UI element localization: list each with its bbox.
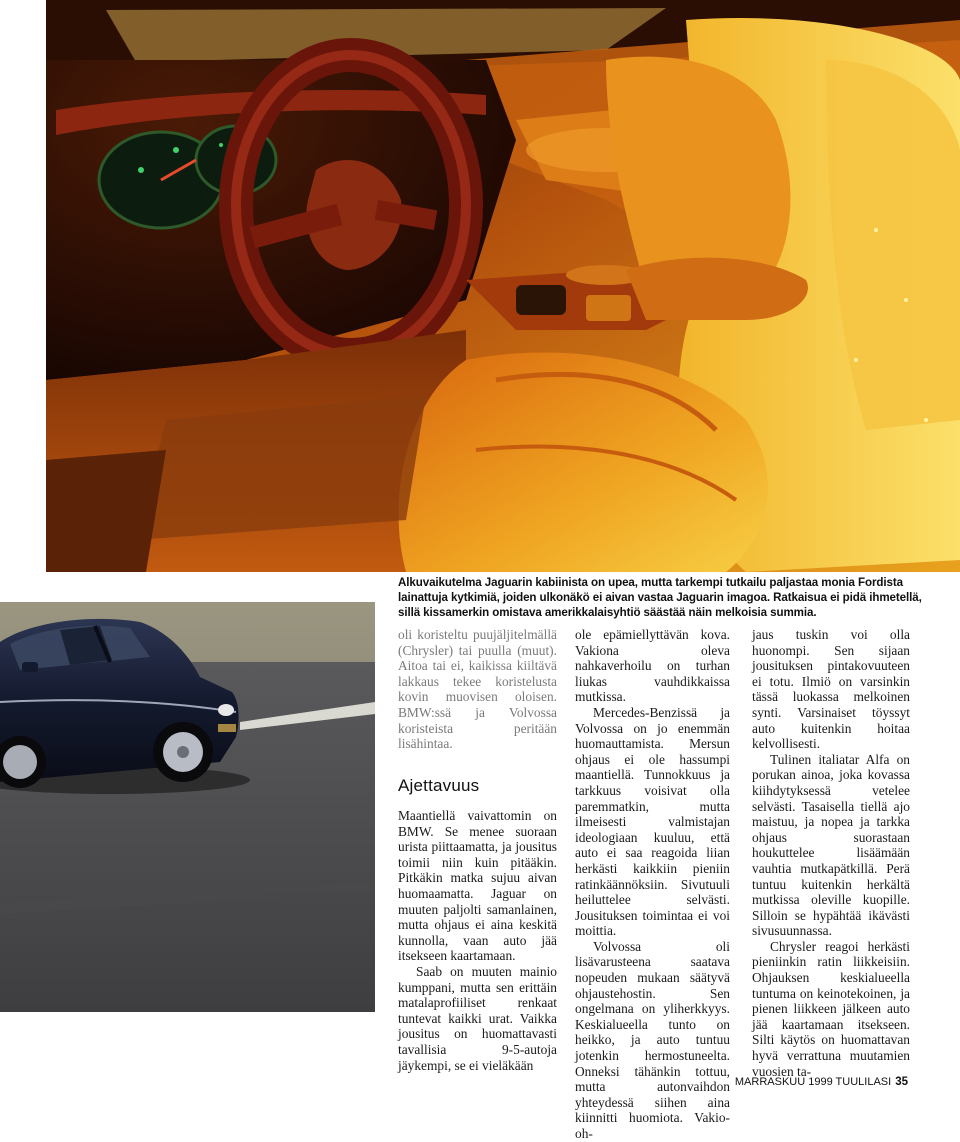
column-3-paragraph: Tulinen italiatar Alfa on porukan ainoa, joka kovassa kiihdytyksessä vetelee selvästi. Tasaisella tiellä ajo maistuu, ja nopea ja tarkka ohjaus suorastaan houkuttelee lisäämään vauhtia mutkapätkillä. Perä tuntuu kuitenkin herkältä mutkissa oleville kuopille. Silloin se hypähtää ikävästi sivusuunnassa. [752, 751, 910, 939]
issue-label: MARRASKUU 1999 TUULILASI [734, 1076, 892, 1088]
interior-photo [46, 0, 960, 572]
column-1-paragraph: Maantiellä vaivattomin on BMW. Se menee suoraan urista piittaamatta, ja jousitus toimii niin kuin pitääkin. Pitkäkin matka sujuu aivan huomaamatta. Jaguar on muuten paljolti samanlainen, mutta ohjaus ei aina keskitä kunnolla, vaan auto jää itsekseen kaartamaan. [398, 808, 557, 964]
column-1-paragraph: Saab on muuten mainio kumppani, mutta sen erittäin matalaprofiiliset renkaat tuntevat kaikki urat. Vaikka jousitus on huomattavasti tavallisia 9-5-autoja jäykempi, se ei vieläkään [398, 963, 557, 1073]
car-photo-drawing [0, 602, 375, 1012]
car-photo [0, 602, 375, 1012]
column-3-paragraph: Chrysler reagoi herkästi pieniinkin ratin liikkeisiin. Ohjauksen keskialueella tuntuma on keinotekoinen, ja pienen liikkeen jälkeen auto jää kaartamaan itsekseen. Silti käytös on huomattavan hyvä verrattuna muutamien vuosien ta- [752, 938, 910, 1079]
page-footer [735, 1076, 908, 1088]
section-heading: Ajettavuus [398, 776, 480, 795]
page-number: 35 [895, 1076, 908, 1088]
column-2-paragraph: Volvossa oli lisävarusteena saatava nopeuden mukaan säätyvä ohjaustehostin. Sen ongelmana on yliherkkyys. Keskialueella tunto on heikko, ja auto tuntuu jotenkin hermostuneelta. Onneksi tähänkin tottuu, mutta autonvaihdon yhteydessä siihen aina kiinnitti huomiota. Vakio-oh- [575, 938, 730, 1141]
column-3-body [752, 627, 910, 1079]
column-3-paragraph: jaus tuskin voi olla huonompi. Sen sijaan jousituksen pintakovuuteen ei totu. Ilmiö on varsinkin tässä luokassa melkoinen synti. Varsinaiset töyssyt auto kuitenkin hoitaa kelvollisesti. [752, 627, 910, 752]
column-1-body [398, 808, 557, 1073]
photo-caption: Alkuvaikutelma Jaguarin kabiinista on upea, mutta tarkempi tutkailu paljastaa monia Fordista lainattuja kytkimiä, joiden ulkonäkö ei aivan vastaa Jaguarin imagoa. Ratkaisua ei pidä ihmetellä, sillä kissamerkin omistava amerikkalaisyhtiö säästää näin melkoisia summia. [398, 576, 922, 619]
column-2-paragraph: ole epämiellyttävän kova. Vakiona oleva nahkaverhoilu on turhan liukas vauhdikkaissa mutkissa. [575, 627, 730, 705]
interior-photo-drawing [46, 0, 960, 572]
column-2-paragraph: Mercedes-Benzissä ja Volvossa on jo enemmän huomauttamista. Mersun ohjaus ei ole hassumpi maantiellä. Tunnokkuus ja tarkkuus voisivat olla paremmatkin, mutta ilmeisesti valmistajan ideologiaan kuuluu, että auto ei saa reagoida liian herkästi kaikkiin pieniin ratinkäännöksiin. Sivutuuli heiluttelee selvästi. Jousituksen toimintaa ei voi moittia. [575, 704, 730, 939]
column-2-body [575, 627, 730, 1142]
column-1-intro: oli koristeltu puujäljitelmällä (Chrysler) tai puulla (muut). Aitoa tai ei, kaikissa kiiltävä lakkaus tekee koristelusta kovin muovisen oloisen. BMW:ssä ja Volvossa koristeista peritään lisähintaa. [398, 627, 557, 752]
